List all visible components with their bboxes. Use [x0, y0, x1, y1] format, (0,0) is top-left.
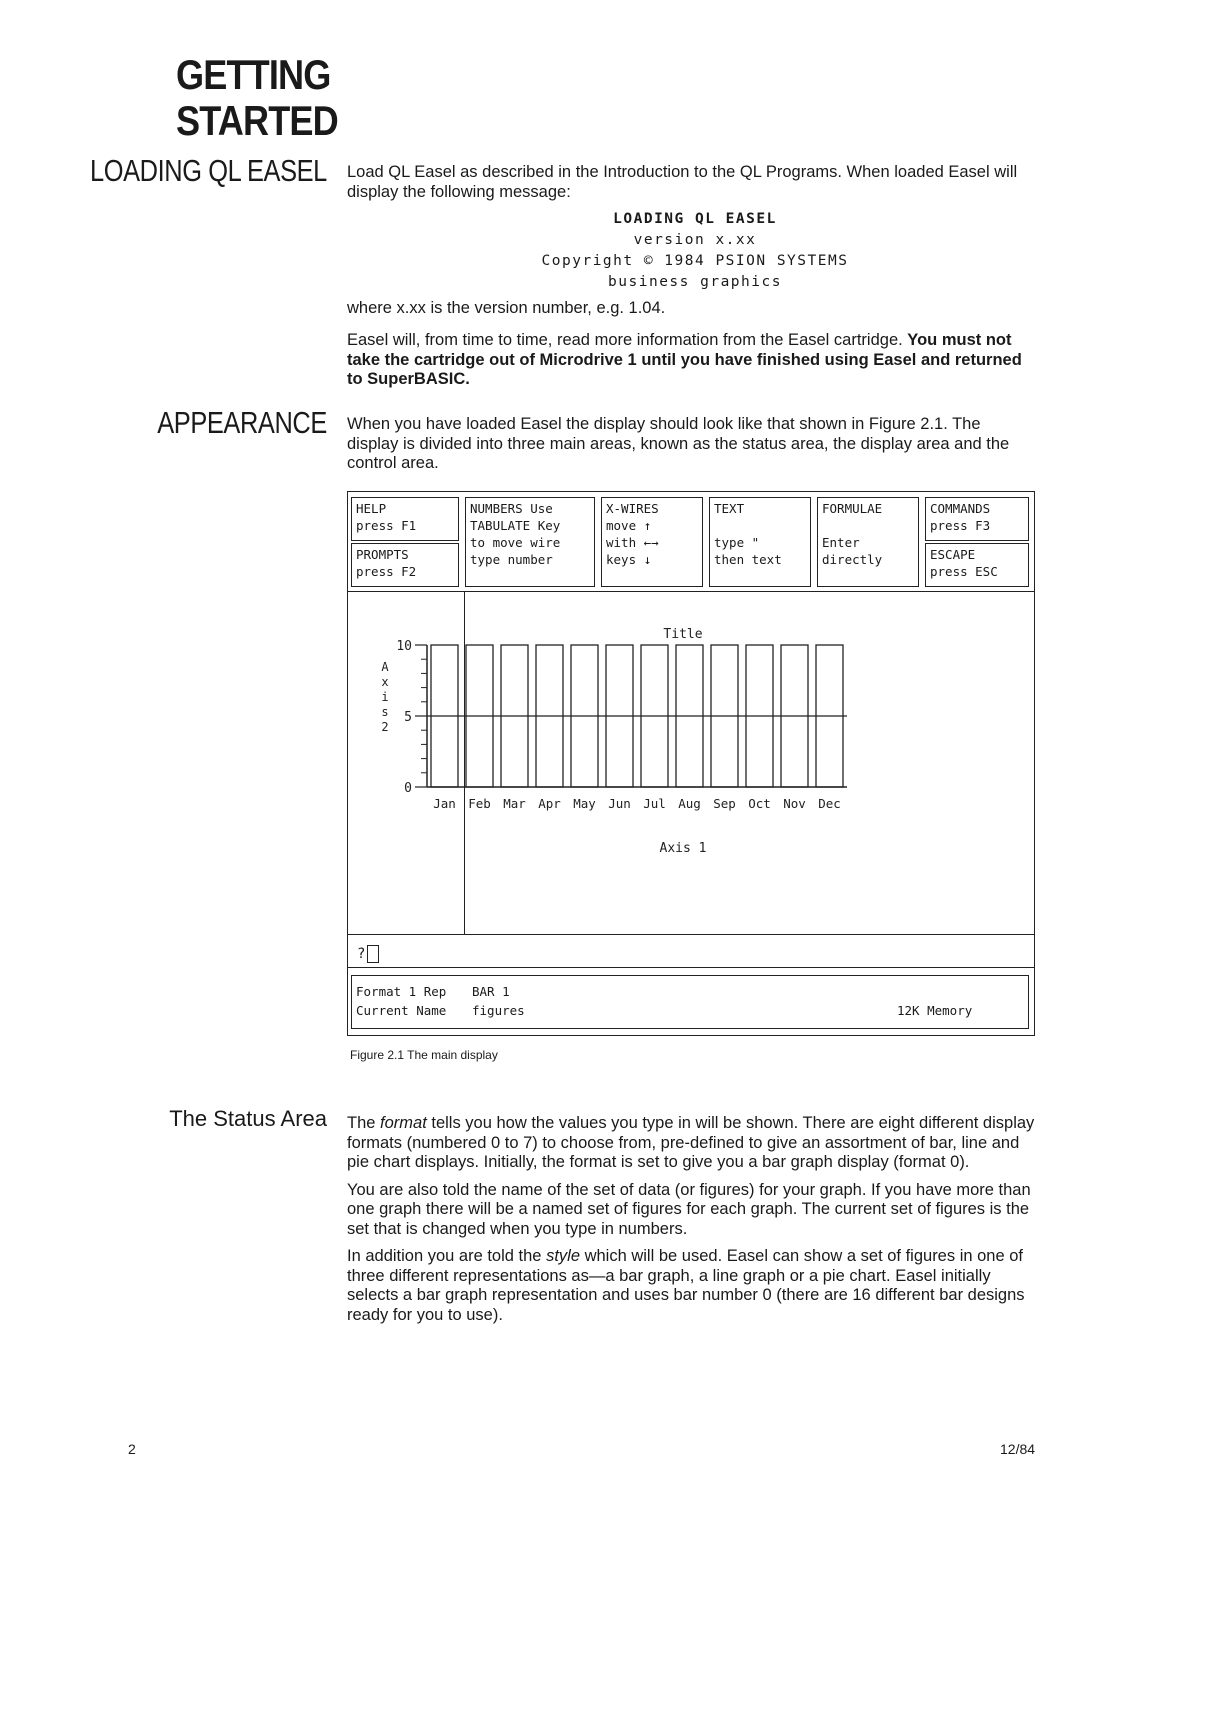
loading-message-line4: business graphics [608, 274, 782, 290]
loading-message-line3: Copyright © 1984 PSION SYSTEMS [541, 253, 849, 269]
x-tick-label: Oct [748, 796, 771, 811]
status-paragraph-1 [347, 1114, 1039, 1173]
x-tick-label: May [573, 796, 596, 811]
chart-y-axis-label [381, 660, 389, 734]
menu-formulae-line4: directly [822, 552, 883, 567]
cartridge-warning-bold: You must not take the cartridge out of Microdrive 1 until you have finished using Easel and returned to SuperBASIC. [347, 331, 1022, 388]
status-p1-a: The [347, 1114, 381, 1132]
status-divider [347, 967, 1035, 968]
x-tick-label: Dec [818, 796, 841, 811]
bar-chart [347, 591, 1035, 934]
command-prompt[interactable] [357, 945, 379, 963]
menu-help-label: HELP [356, 501, 387, 516]
status-p1-em: format [380, 1114, 427, 1132]
cartridge-warning [347, 331, 1035, 390]
y-tick-label: 0 [404, 781, 412, 796]
menu-help-key: press F1 [356, 518, 417, 533]
y-axis-label-letter: i [381, 690, 389, 704]
menu-text[interactable] [709, 497, 811, 587]
status-paragraph-3 [347, 1247, 1039, 1325]
menu-numbers-line4: type number [470, 552, 553, 567]
section-heading-status-area: The Status Area [169, 1106, 327, 1131]
figure-caption: Figure 2.1 The main display [350, 1048, 498, 1062]
section-heading-loading: LOADING QL EASEL [90, 153, 327, 188]
menu-text-line1: TEXT [714, 501, 745, 516]
status-paragraph-2: You are also told the name of the set of data (or figures) for your graph. If you have more than one graph there will be a named set of figures for each graph. The current set of figures is the set that is changed when you type in numbers. [347, 1180, 1031, 1238]
edition-date: 12/84 [1000, 1441, 1036, 1457]
cartridge-warning-plain: Easel will, from time to time, read more information from the Easel cartridge. [347, 331, 908, 349]
status-p1-b: tells you how the values you type in will be shown. There are eight different display formats (numbered 0 to 7) to choose from, pre-defined to give an assortment of bar, line and pie chart displays. Initially, the format is set to give you a bar graph display (format 0). [347, 1114, 1035, 1171]
menu-escape[interactable] [925, 543, 1029, 587]
menu-commands-key: press F3 [930, 518, 991, 533]
status-p3-b: which will be used. Easel can show a set of figures in one of three different representations as—a bar graph, a line graph or a pie chart. Easel initially selects a bar graph representation and uses bar number 0 (there are 16 different bar designs ready for you to use). [347, 1247, 1025, 1324]
menu-formulae-line3: Enter [822, 535, 860, 550]
y-axis-label-letter: s [381, 705, 389, 719]
menu-x-wires-line2: move ↑ [606, 518, 652, 533]
loading-message [500, 209, 890, 293]
status-format: Format 1 Rep [356, 984, 447, 999]
menu-formulae[interactable] [817, 497, 919, 587]
menu-formulae-line2 [822, 517, 914, 534]
menu-text-line3: type " [714, 535, 760, 550]
menu-text-line2 [714, 517, 806, 534]
status-rep: BAR 1 [472, 984, 510, 999]
menu-commands[interactable] [925, 497, 1029, 541]
menu-escape-key: press ESC [930, 564, 998, 579]
status-figures: figures [472, 1003, 525, 1018]
page-title-line1: GETTING [176, 51, 331, 98]
loading-intro: Load QL Easel as described in the Introduction to the QL Programs. When loaded Easel will display the following message: [347, 163, 1018, 201]
chart-title: Title [663, 627, 703, 642]
x-tick-label: Aug [678, 796, 701, 811]
status-area [351, 975, 1029, 1029]
menu-formulae-line1: FORMULAE [822, 501, 883, 516]
x-tick-label: Jan [433, 796, 456, 811]
menu-help[interactable] [351, 497, 459, 541]
menu-x-wires-line3: with ←→ [606, 535, 659, 550]
menu-prompts-label: PROMPTS [356, 547, 409, 562]
x-tick-label: Jul [643, 796, 666, 811]
menu-prompts[interactable] [351, 543, 459, 587]
menu-x-wires[interactable] [601, 497, 703, 587]
y-axis-label-letter: x [381, 675, 389, 689]
menu-numbers[interactable] [465, 497, 595, 587]
menu-x-wires-line4: keys ↓ [606, 552, 652, 567]
status-p3-a: In addition you are told the [347, 1247, 547, 1265]
prompt-symbol: ? [357, 946, 366, 962]
status-p3-em: style [546, 1247, 580, 1265]
status-area-text [347, 1114, 1039, 1333]
chart-x-axis-label: Axis 1 [659, 841, 707, 856]
menu-escape-label: ESCAPE [930, 547, 976, 562]
version-note: where x.xx is the version number, e.g. 1.04. [347, 299, 666, 317]
cursor [367, 945, 379, 963]
y-axis-label-letter: A [381, 660, 389, 674]
page-number: 2 [128, 1441, 136, 1457]
x-tick-label: Sep [713, 796, 736, 811]
y-tick-label: 10 [396, 639, 412, 654]
prompt-divider [347, 934, 1035, 935]
menu-numbers-line3: to move wire [470, 535, 561, 550]
page-title-line2: STARTED [176, 97, 338, 144]
x-tick-label: Jun [608, 796, 631, 811]
menu-numbers-line2: TABULATE Key [470, 518, 561, 533]
menu-x-wires-line1: X-WIRES [606, 501, 659, 516]
status-memory: 12K Memory [897, 1003, 973, 1018]
y-tick-label: 5 [404, 710, 412, 725]
appearance-text: When you have loaded Easel the display should look like that shown in Figure 2.1. The display is divided into three main areas, known as the status area, the display area and the control area. [347, 415, 1010, 472]
x-tick-label: Feb [468, 796, 491, 811]
loading-message-line2: version x.xx [633, 232, 757, 248]
menu-prompts-key: press F2 [356, 564, 417, 579]
menu-commands-label: COMMANDS [930, 501, 991, 516]
x-tick-label: Mar [503, 796, 526, 811]
x-tick-label: Nov [783, 796, 806, 811]
section-heading-appearance: APPEARANCE [157, 405, 327, 440]
menu-text-line4: then text [714, 552, 782, 567]
x-tick-label: Apr [538, 796, 561, 811]
loading-message-line1: LOADING QL EASEL [613, 211, 777, 227]
y-axis-label-letter: 2 [381, 720, 389, 734]
main-display-figure [347, 491, 1035, 1036]
menu-numbers-line1: NUMBERS Use [470, 501, 553, 516]
status-current-name: Current Name [356, 1003, 447, 1018]
